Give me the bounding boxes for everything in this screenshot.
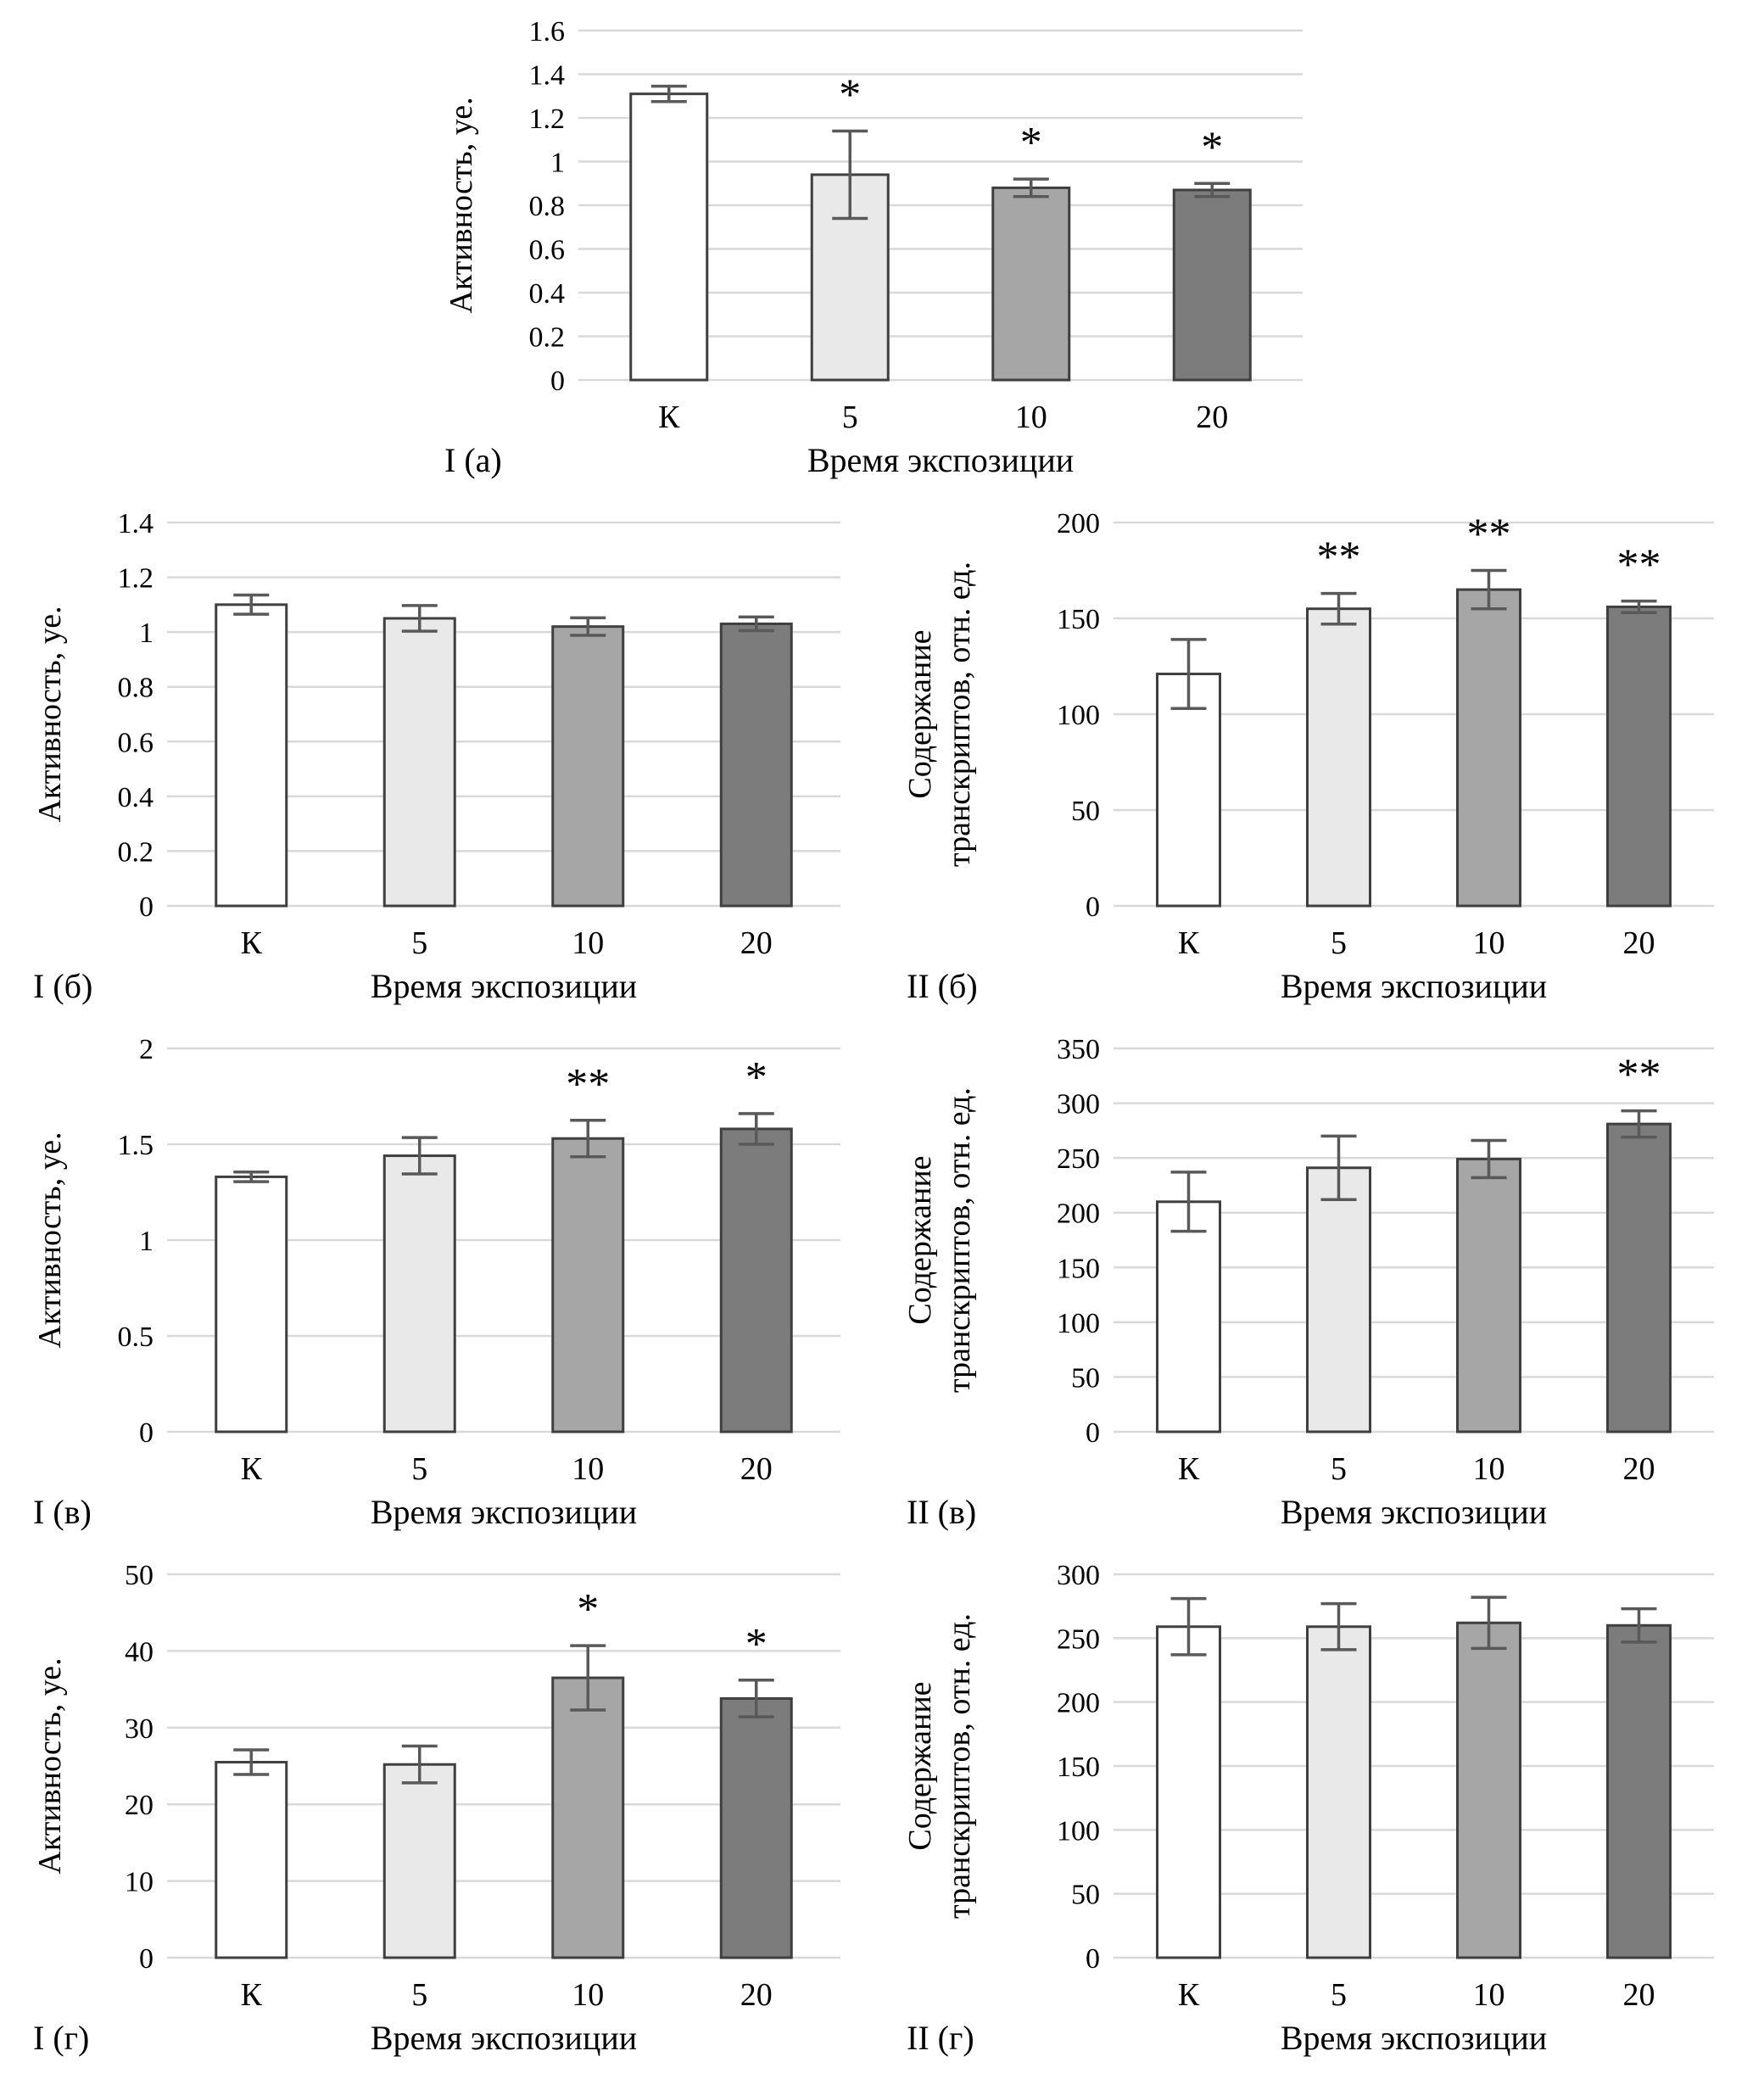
x-tick-label: 20	[740, 1977, 773, 2013]
bar-chart-I-v	[21, 1023, 869, 1549]
y-tick-label: 0.4	[528, 278, 565, 310]
panel-label: I (а)	[444, 441, 502, 479]
significance-marker: **	[1316, 533, 1361, 582]
chart-panel-I-b	[21, 497, 869, 1023]
chart-panel-I-a	[433, 5, 1331, 497]
panel-label: I (г)	[33, 2019, 90, 2057]
y-tick-label: 0.8	[117, 672, 154, 704]
bar-chart-I-a	[433, 5, 1331, 497]
y-tick-label: 0	[139, 1943, 154, 1975]
x-tick-label: 20	[740, 925, 773, 961]
panel-label: II (г)	[907, 2019, 974, 2057]
y-tick-label: 350	[1057, 1034, 1100, 1065]
y-axis-title: Содержание	[902, 629, 938, 799]
y-tick-label: 100	[1057, 700, 1100, 731]
significance-marker: *	[745, 1619, 768, 1668]
y-axis-title: Активность, уе.	[32, 1132, 68, 1349]
y-tick-label: 0	[1086, 891, 1100, 923]
x-tick-label: 20	[1622, 1451, 1655, 1487]
y-axis-title: транскриптов, отн. ед.	[941, 562, 977, 867]
significance-marker: *	[745, 1053, 768, 1102]
significance-marker: **	[1466, 510, 1511, 559]
significance-marker: *	[1201, 123, 1224, 172]
y-tick-label: 200	[1057, 1198, 1100, 1230]
y-tick-label: 150	[1057, 604, 1100, 635]
y-tick-label: 40	[125, 1636, 154, 1668]
bar-20	[721, 623, 791, 906]
y-tick-label: 0.2	[528, 321, 565, 354]
y-tick-label: 20	[125, 1790, 154, 1822]
panel-label: II (б)	[907, 967, 978, 1005]
y-tick-label: 0.4	[117, 781, 154, 813]
bar-10	[553, 627, 623, 906]
chart-panel-I-g	[21, 1549, 869, 2075]
x-tick-label: 20	[1622, 1977, 1655, 2013]
chart-panel-II-g	[895, 1549, 1743, 2075]
y-tick-label: 1.4	[528, 59, 565, 92]
x-tick-label: 5	[411, 1451, 428, 1487]
x-axis-title: Время экспозиции	[807, 441, 1075, 479]
y-tick-label: 10	[125, 1866, 154, 1898]
bar-К	[216, 1762, 287, 1958]
significance-marker: *	[577, 1585, 600, 1635]
x-tick-label: 20	[1196, 400, 1229, 435]
x-tick-label: 5	[411, 925, 428, 961]
y-tick-label: 1.5	[117, 1130, 154, 1161]
x-tick-label: 20	[1622, 925, 1655, 961]
bar-10	[553, 1138, 623, 1432]
x-axis-title: Время экспозиции	[1280, 2019, 1548, 2057]
y-tick-label: 250	[1057, 1143, 1100, 1176]
x-axis-title: Время экспозиции	[370, 967, 638, 1005]
x-tick-label: К	[1177, 1977, 1200, 2013]
y-tick-label: 0	[1086, 1943, 1100, 1975]
chart-panel-I-v	[21, 1023, 869, 1549]
x-tick-label: К	[658, 400, 680, 435]
significance-marker: *	[839, 70, 862, 120]
y-axis-title: Содержание	[902, 1681, 938, 1851]
x-tick-label: 20	[740, 1451, 773, 1487]
bar-chart-II-g	[895, 1549, 1743, 2075]
significance-marker: **	[1616, 1050, 1661, 1099]
y-tick-label: 1	[139, 618, 154, 650]
y-tick-label: 150	[1057, 1253, 1100, 1285]
chart-panel-II-v	[895, 1023, 1743, 1549]
x-tick-label: 10	[1472, 1451, 1505, 1487]
figure-row-b	[0, 497, 1764, 1023]
y-axis-title: Активность, уе.	[32, 606, 68, 823]
y-tick-label: 250	[1057, 1623, 1100, 1656]
bar-К	[216, 605, 287, 906]
x-tick-label: 10	[1472, 1977, 1505, 2013]
bar-10	[1458, 590, 1521, 906]
y-tick-label: 0.2	[117, 836, 154, 869]
y-axis-title: транскриптов, отн. ед.	[941, 1613, 977, 1919]
x-axis-title: Время экспозиции	[1280, 1493, 1548, 1531]
bar-5	[1308, 609, 1370, 906]
figure-row-g	[0, 1549, 1764, 2075]
significance-marker: **	[1616, 540, 1661, 590]
y-tick-label: 0.5	[117, 1322, 154, 1353]
x-tick-label: 10	[1014, 400, 1047, 435]
y-tick-label: 100	[1057, 1307, 1100, 1339]
bar-10	[1458, 1623, 1521, 1958]
bar-К	[1158, 1202, 1220, 1432]
bar-К	[1158, 1627, 1220, 1958]
panel-label: I (в)	[33, 1493, 92, 1531]
y-tick-label: 0.6	[528, 234, 565, 266]
y-tick-label: 50	[125, 1560, 154, 1591]
x-tick-label: К	[1177, 1451, 1200, 1487]
bar-20	[1608, 606, 1671, 906]
x-axis-title: Время экспозиции	[1280, 967, 1548, 1005]
x-tick-label: 10	[1472, 925, 1505, 961]
bar-К	[631, 94, 707, 380]
x-tick-label: 5	[1331, 1451, 1347, 1487]
significance-marker: **	[566, 1059, 611, 1109]
x-tick-label: 5	[1331, 1977, 1347, 2013]
y-tick-label: 100	[1057, 1815, 1100, 1847]
figure-row-a	[0, 5, 1764, 497]
x-tick-label: К	[1177, 925, 1200, 961]
y-tick-label: 50	[1071, 1879, 1100, 1911]
y-tick-label: 1	[550, 147, 565, 179]
y-tick-label: 200	[1057, 1687, 1100, 1719]
x-tick-label: 5	[841, 400, 858, 435]
y-tick-label: 1.4	[117, 508, 154, 539]
y-tick-label: 150	[1057, 1752, 1100, 1783]
y-tick-label: 0	[550, 366, 565, 397]
y-axis-title: транскриптов, отн. ед.	[941, 1087, 977, 1393]
bar-chart-II-v	[895, 1023, 1743, 1549]
y-tick-label: 50	[1071, 796, 1100, 827]
y-tick-label: 50	[1071, 1362, 1100, 1394]
x-tick-label: К	[240, 1451, 262, 1487]
bar-20	[1608, 1625, 1671, 1958]
bar-К	[216, 1176, 287, 1432]
y-tick-label: 1	[139, 1226, 154, 1257]
bar-20	[1174, 190, 1250, 380]
y-axis-title: Содержание	[902, 1155, 938, 1325]
y-tick-label: 300	[1057, 1560, 1100, 1591]
x-axis-title: Время экспозиции	[370, 1493, 638, 1531]
bar-5	[384, 618, 455, 906]
y-tick-label: 1.6	[528, 16, 565, 48]
bar-10	[1458, 1159, 1521, 1432]
x-tick-label: 10	[572, 1451, 605, 1487]
y-tick-label: 0	[139, 891, 154, 923]
x-axis-title: Время экспозиции	[370, 2019, 638, 2057]
y-tick-label: 0.6	[117, 727, 154, 759]
x-tick-label: 5	[411, 1977, 428, 2013]
panel-label: II (в)	[907, 1493, 977, 1531]
panel-label: I (б)	[33, 967, 93, 1005]
bar-20	[721, 1129, 791, 1432]
bar-10	[993, 187, 1069, 380]
x-tick-label: 10	[572, 925, 605, 961]
figure-row-v	[0, 1023, 1764, 1549]
x-tick-label: К	[240, 925, 262, 961]
bar-chart-I-g	[21, 1549, 869, 2075]
x-tick-label: К	[240, 1977, 262, 2013]
y-tick-label: 30	[125, 1713, 154, 1745]
y-tick-label: 300	[1057, 1088, 1100, 1120]
y-tick-label: 0.8	[528, 191, 565, 222]
y-tick-label: 0	[1086, 1417, 1100, 1449]
y-tick-label: 0	[139, 1417, 154, 1449]
y-axis-title: Активность, уе.	[32, 1657, 68, 1875]
y-axis-title: Активность, уе.	[444, 97, 479, 314]
y-tick-label: 2	[139, 1034, 154, 1065]
significance-marker: *	[1019, 119, 1042, 168]
chart-panel-II-b	[895, 497, 1743, 1023]
bar-20	[1608, 1124, 1671, 1432]
bar-chart-II-b	[895, 497, 1743, 1023]
bar-5	[384, 1156, 455, 1432]
y-tick-label: 1.2	[528, 103, 565, 135]
bar-5	[1308, 1168, 1370, 1432]
bar-10	[553, 1678, 623, 1958]
x-tick-label: 10	[572, 1977, 605, 2013]
bar-chart-I-b	[21, 497, 869, 1023]
x-tick-label: 5	[1331, 925, 1347, 961]
bar-5	[384, 1764, 455, 1958]
y-tick-label: 1.2	[117, 562, 154, 595]
bar-5	[1308, 1627, 1370, 1958]
y-tick-label: 200	[1057, 508, 1100, 539]
bar-20	[721, 1698, 791, 1958]
